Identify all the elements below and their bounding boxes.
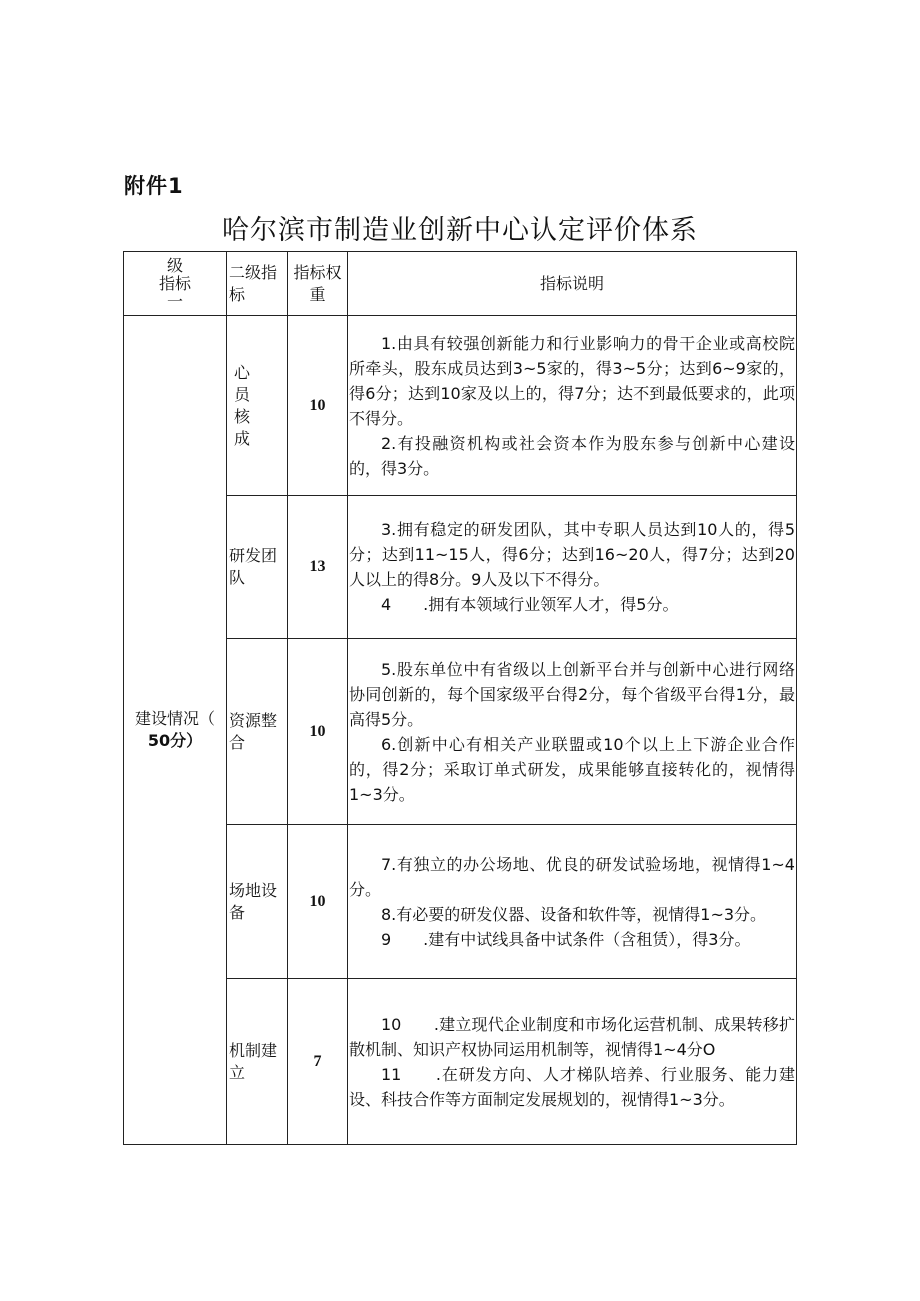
description-item: 8.有必要的研发仪器、设备和软件等，视情得1~3分。 xyxy=(381,904,767,924)
description-item: 1.由具有较强创新能力和行业影响力的骨干企业或高校院所牵头，股东成员达到3~5家的，得3~5分；达到6~9家的，得6分；达到10家及以上的，得7分；达不到最低要求的，此项不得分。 xyxy=(349,333,795,428)
description-item: 7.有独立的办公场地、优良的研发试验场地，视情得1~4分。 xyxy=(349,854,795,899)
header-weight xyxy=(288,252,348,316)
description-item: 5.股东单位中有省级以上创新平台并与创新中心进行网络协同创新的，每个国家级平台得2分，每个省级平台得1分，最高得5分。 xyxy=(349,659,795,729)
row-name: 机制建立 xyxy=(229,1040,278,1082)
description-item: 10 .建立现代企业制度和市场化运营机制、成果转移扩散机制、知识产权协同运用机制等，视情得1~4分O xyxy=(349,1014,795,1059)
description-item: 11 .在研发方向、人才梯队培养、行业服务、能力建设、科技合作等方面制定发展规划的，视情得1~3分。 xyxy=(349,1064,795,1109)
description-item: 3.拥有稳定的研发团队，其中专职人员达到10人的，得5分；达到11~15人，得6分；达到16~20人，得7分；达到20人以上的得8分。9人及以下不得分。 xyxy=(349,520,795,589)
category-name: 建设情况（ xyxy=(134,709,215,728)
row-name-cell xyxy=(227,496,288,639)
header-level1-part: 指标 xyxy=(158,273,191,293)
document-title: 哈尔滨市制造业创新中心认定评价体系 xyxy=(222,215,698,246)
row-description xyxy=(348,639,797,825)
description-item: 9 .建有中试线具备中试条件（含租赁），得3分。 xyxy=(381,929,751,949)
description-item: 2.有投融资机构或社会资本作为股东参与创新中心建设的，得3分。 xyxy=(349,433,795,478)
evaluation-table xyxy=(123,251,797,1145)
header-level1-part: 级 xyxy=(166,255,183,275)
row-name-cell xyxy=(227,316,288,496)
table-header-row xyxy=(124,252,797,316)
row-name: 研发团队 xyxy=(229,546,278,587)
row-weight: 13 xyxy=(288,496,348,639)
category-score: 50分） xyxy=(147,731,203,750)
table-row xyxy=(124,316,797,496)
header-level1 xyxy=(124,252,227,316)
row-description xyxy=(348,316,797,496)
row-weight: 10 xyxy=(288,316,348,496)
row-weight: 10 xyxy=(288,639,348,825)
row-weight: 10 xyxy=(288,825,348,979)
attachment-label: 附件1 xyxy=(124,174,184,198)
row-name: 资源整合 xyxy=(229,710,278,752)
description-item: 4 .拥有本领域行业领军人才，得5分。 xyxy=(381,595,679,614)
header-description: 指标说明 xyxy=(348,252,797,316)
row-description xyxy=(348,496,797,639)
row-weight: 7 xyxy=(288,979,348,1145)
description-item: 6.创新中心有相关产业联盟或10个以上上下游企业合作的，得2分；采取订单式研发，成果能够直接转化的，视情得1~3分。 xyxy=(349,734,795,804)
header-level2 xyxy=(227,252,288,316)
header-level2-part: 二级指 xyxy=(229,262,278,282)
row-description xyxy=(348,825,797,979)
header-level2-part: 标 xyxy=(229,284,246,304)
category-cell xyxy=(124,316,227,1145)
row-name-cell xyxy=(227,825,288,979)
row-name: 场地设备 xyxy=(229,880,278,922)
header-weight-part: 指标权 xyxy=(293,262,342,282)
row-description xyxy=(348,979,797,1145)
row-name-cell xyxy=(227,979,288,1145)
row-name-cell xyxy=(227,639,288,825)
header-weight-part: 重 xyxy=(309,284,326,304)
row-name: 心员核成 xyxy=(234,362,251,448)
header-level1-part: 一 xyxy=(166,291,183,311)
